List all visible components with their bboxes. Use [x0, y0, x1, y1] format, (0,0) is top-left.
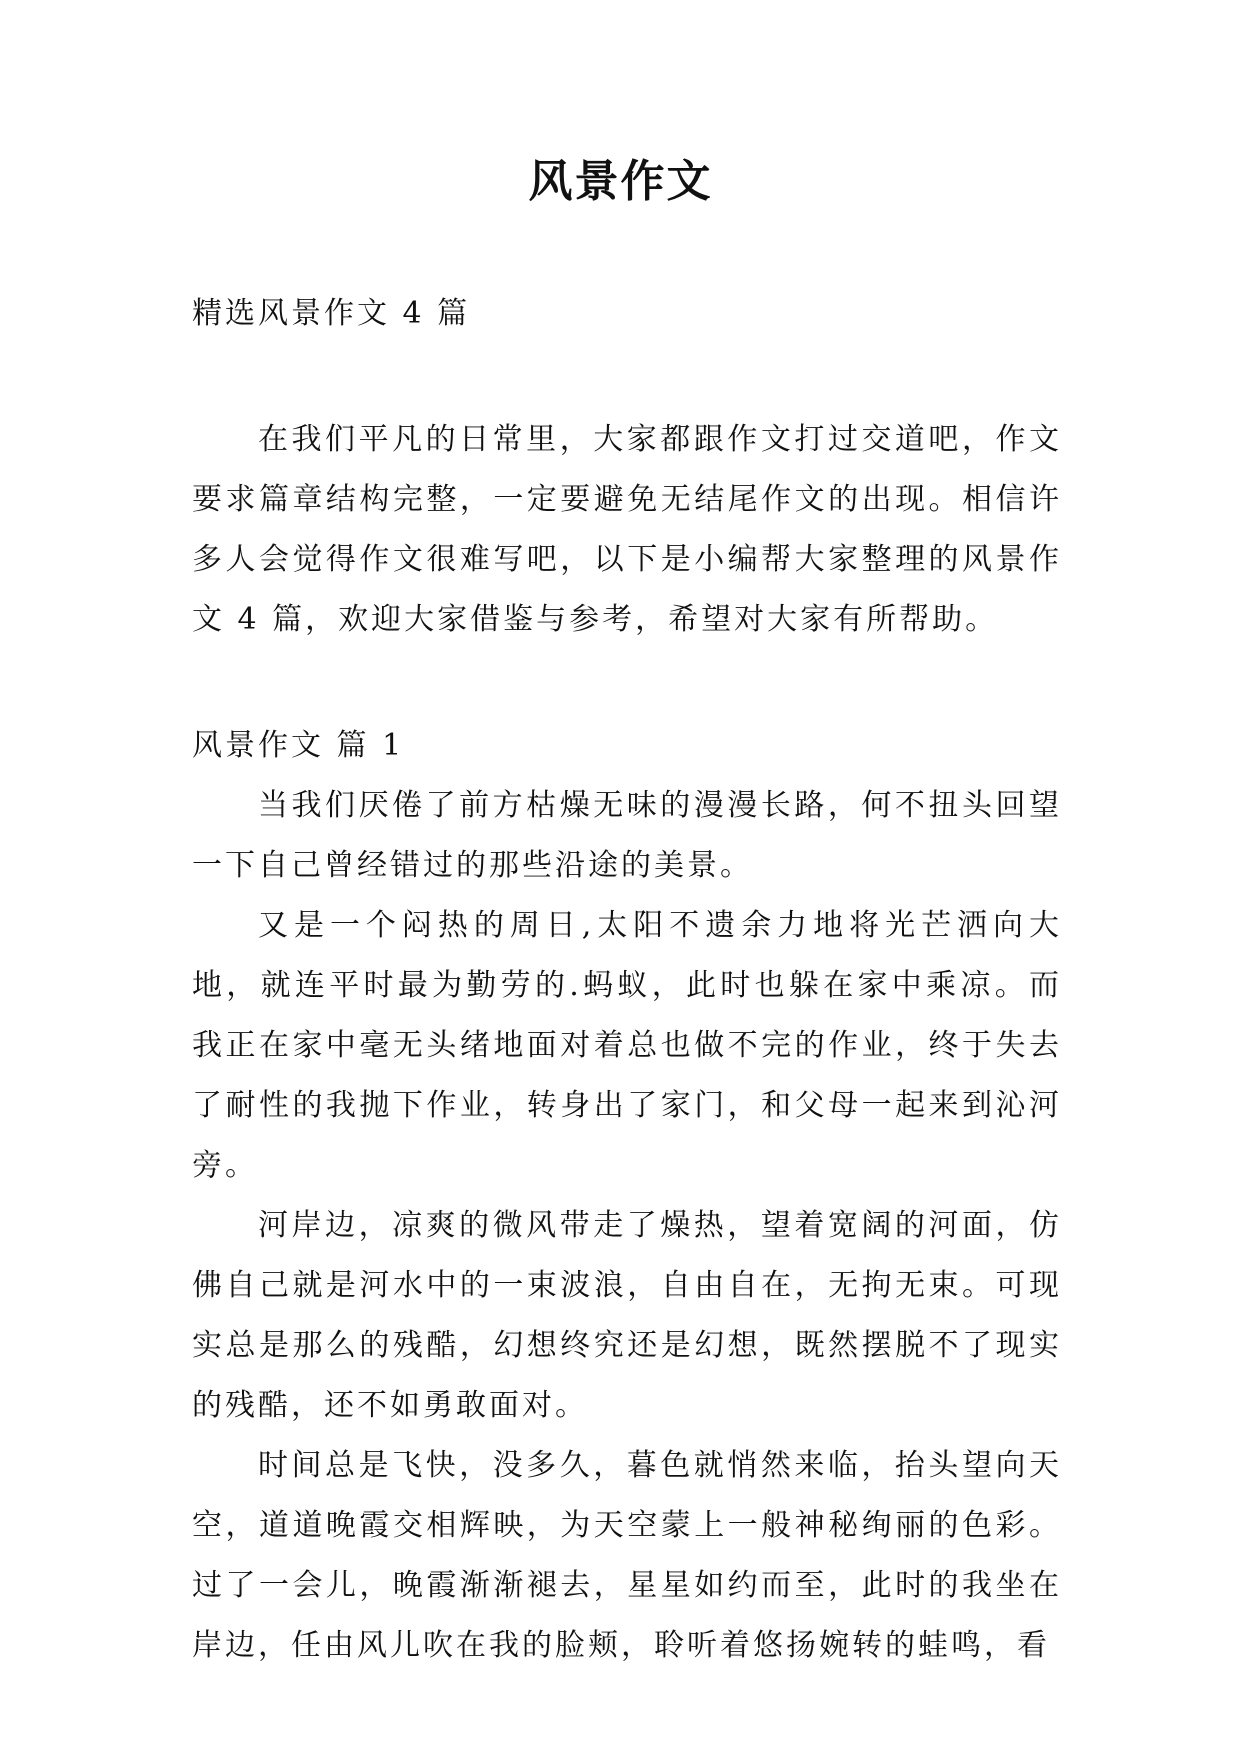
spacer [192, 650, 1062, 716]
section-heading: 风景作文 篇 1 [192, 728, 405, 763]
body-paragraph-3: 河岸边，凉爽的微风带走了燥热，望着宽阔的河面，仿佛自己就是河水中的一束波浪，自由自在，无拘无束。可现实总是那么的残酷，幻想终究还是幻想，既然摆脱不了现实的残酷，还不如勇敢面对。 [192, 1208, 1062, 1423]
document-body [192, 284, 1062, 1676]
intro-paragraph: 在我们平凡的日常里，大家都跟作文打过交道吧，作文要求篇章结构完整，一定要避免无结尾作文的出现。相信许多人会觉得作文很难写吧，以下是小编帮大家整理的风景作文 4 篇，欢迎大家借鉴与参考，希望对大家有所帮助。 [192, 422, 1062, 637]
document-title: 风景作文 [528, 156, 713, 207]
body-paragraph-1: 当我们厌倦了前方枯燥无味的漫漫长路，何不扭头回望一下自己曾经错过的那些沿途的美景。 [192, 788, 1062, 883]
body-paragraph-2: 又是一个闷热的周日,太阳不遗余力地将光芒洒向大地，就连平时最为勤劳的.蚂蚁，此时也躲在家中乘凉。而我正在家中毫无头绪地面对着总也做不完的作业，终于失去了耐性的我抛下作业，转身出了家门，和父母一起来到沁河旁。 [192, 908, 1062, 1183]
spacer [192, 344, 1062, 410]
body-paragraph-4: 时间总是飞快，没多久，暮色就悄然来临，抬头望向天空，道道晚霞交相辉映，为天空蒙上一般神秘绚丽的色彩。过了一会儿，晚霞渐渐褪去，星星如约而至，此时的我坐在岸边，任由风儿吹在我的脸颊，聆听着悠扬婉转的蛙鸣，看 [192, 1448, 1062, 1663]
document-subtitle: 精选风景作文 4 篇 [192, 296, 471, 331]
